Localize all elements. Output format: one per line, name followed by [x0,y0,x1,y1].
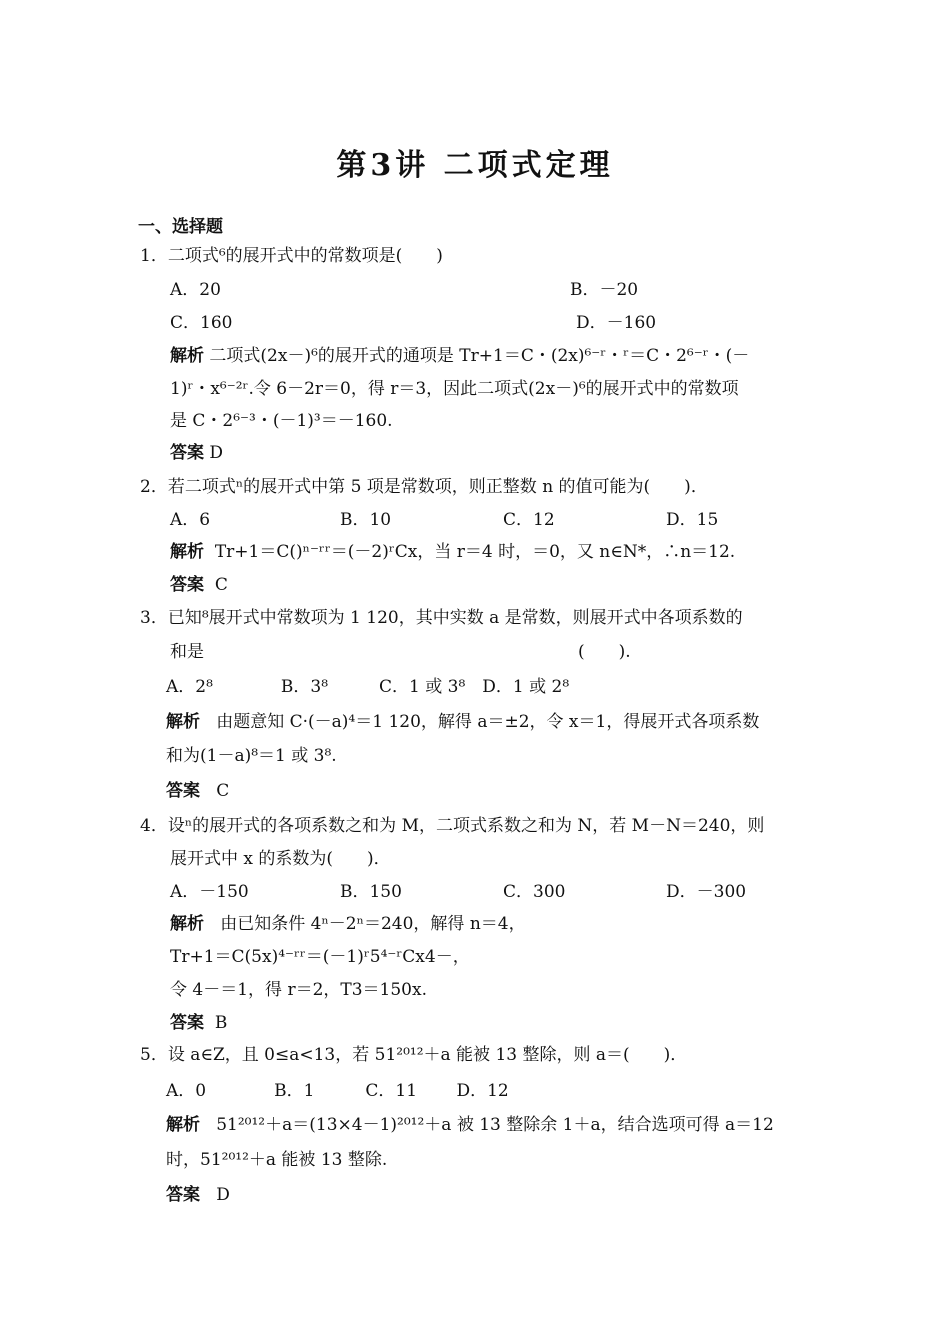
q2-solution-line-1 [170,541,735,563]
q1-option-d: D．－160 [576,313,657,333]
page-title: 第3讲 二项式定理 [336,148,614,183]
solution-label: 解析 [170,346,204,366]
q2-stem: 2．若二项式ⁿ的展开式中第 5 项是常数项，则正整数 n 的值可能为( )． [140,477,708,497]
q1-answer [170,442,223,464]
q3-solution-line-2: 和为(1－a)⁸＝1 或 3⁸. [166,746,337,766]
q2-option-b: B．10 [340,510,392,530]
q4-stem-line-2: 展开式中 x 的系数为( )． [170,849,391,869]
q1-solution-text-1: 二项式(2x－)⁶的展开式的通项是 Tr+1＝C・(2x)⁶⁻ʳ・ʳ＝C・2⁶⁻ʳ・(－ [209,346,750,366]
q5-options: A．0 B．1 C．11 D．12 [166,1081,509,1101]
section-heading: 一、选择题 [138,217,223,237]
q2-option-c: C．12 [503,510,555,530]
q5-answer [166,1184,230,1206]
q4-solution-text-1: 由已知条件 4ⁿ－2ⁿ＝240，解得 n＝4， [220,914,526,934]
q1-option-c: C．160 [170,313,233,333]
q2-answer-value: C [214,575,228,595]
q4-stem-line-1: 4．设ⁿ的展开式的各项系数之和为 M，二项式系数之和为 N，若 M－N＝240，则 [140,816,765,836]
q4-option-b: B．150 [340,882,402,902]
q2-option-a: A．6 [170,510,211,530]
solution-label: 解析 [170,914,204,934]
q3-stem-line-2: 和是 [170,642,204,662]
q4-option-c: C．300 [503,882,566,902]
q4-option-d: D．－300 [666,882,747,902]
q3-stem-paren: ( ). [578,642,631,662]
q4-solution-line-3: 令 4－＝1，得 r＝2，T3＝150x. [170,980,427,1000]
answer-label: 答案 [170,1013,204,1033]
answer-label: 答案 [170,575,204,595]
q1-solution-line-2: 1)ʳ・x⁶⁻²ʳ.令 6－2r＝0，得 r＝3，因此二项式(2x－)⁶的展开式中的常数项 [170,379,739,399]
q3-solution-line-1 [166,711,759,733]
q5-solution-text-1: 51²⁰¹²＋a＝(13×4－1)²⁰¹²＋a 被 13 整除余 1＋a，结合选项可得 a＝12 [216,1115,774,1135]
q2-option-d: D．15 [666,510,719,530]
q2-solution-text-1: Tr+1＝C()ⁿ⁻ʳʳ＝(－2)ʳCx，当 r＝4 时，＝0，又 n∈N*，∴n＝12. [214,542,736,562]
q4-answer-value: B [214,1013,228,1033]
q3-answer [166,780,229,802]
q1-answer-value: D [209,443,224,463]
answer-label: 答案 [166,1185,200,1205]
q2-answer [170,574,228,596]
q3-answer-value: C [216,781,230,801]
q1-option-a: A．20 [170,280,221,300]
q1-solution-line-3: 是 C・2⁶⁻³・(－1)³＝－160. [170,411,393,431]
q1-option-b: B．－20 [570,280,639,300]
q4-answer [170,1012,227,1034]
q4-solution-line-2: Tr+1＝C(5x)⁴⁻ʳʳ＝(－1)ʳ5⁴⁻ʳCx4－， [170,947,470,967]
q5-solution-line-2: 时，51²⁰¹²＋a 能被 13 整除. [166,1150,388,1170]
q4-solution-line-1 [170,913,526,935]
q1-stem: 1．二项式⁶的展开式中的常数项是( ) [140,246,443,266]
answer-label: 答案 [170,443,204,463]
solution-label: 解析 [170,542,204,562]
solution-label: 解析 [166,1115,200,1135]
q3-stem-line-1: 3．已知⁸展开式中常数项为 1 120，其中实数 a 是常数，则展开式中各项系数的 [140,608,743,628]
q3-options: A．2⁸ B．3⁸ C．1 或 3⁸ D．1 或 2⁸ [166,677,570,697]
q5-stem: 5．设 a∈Z，且 0≤a<13，若 51²⁰¹²＋a 能被 13 整除，则 a＝( )． [140,1045,688,1065]
q4-option-a: A．－150 [170,882,249,902]
q5-solution-line-1 [166,1114,774,1136]
q3-solution-text-1: 由题意知 C·(－a)⁴＝1 120，解得 a＝±2，令 x＝1，得展开式各项系数 [216,712,760,732]
q1-solution-line-1 [170,345,749,367]
answer-label: 答案 [166,781,200,801]
solution-label: 解析 [166,712,200,732]
q5-answer-value: D [216,1185,230,1205]
